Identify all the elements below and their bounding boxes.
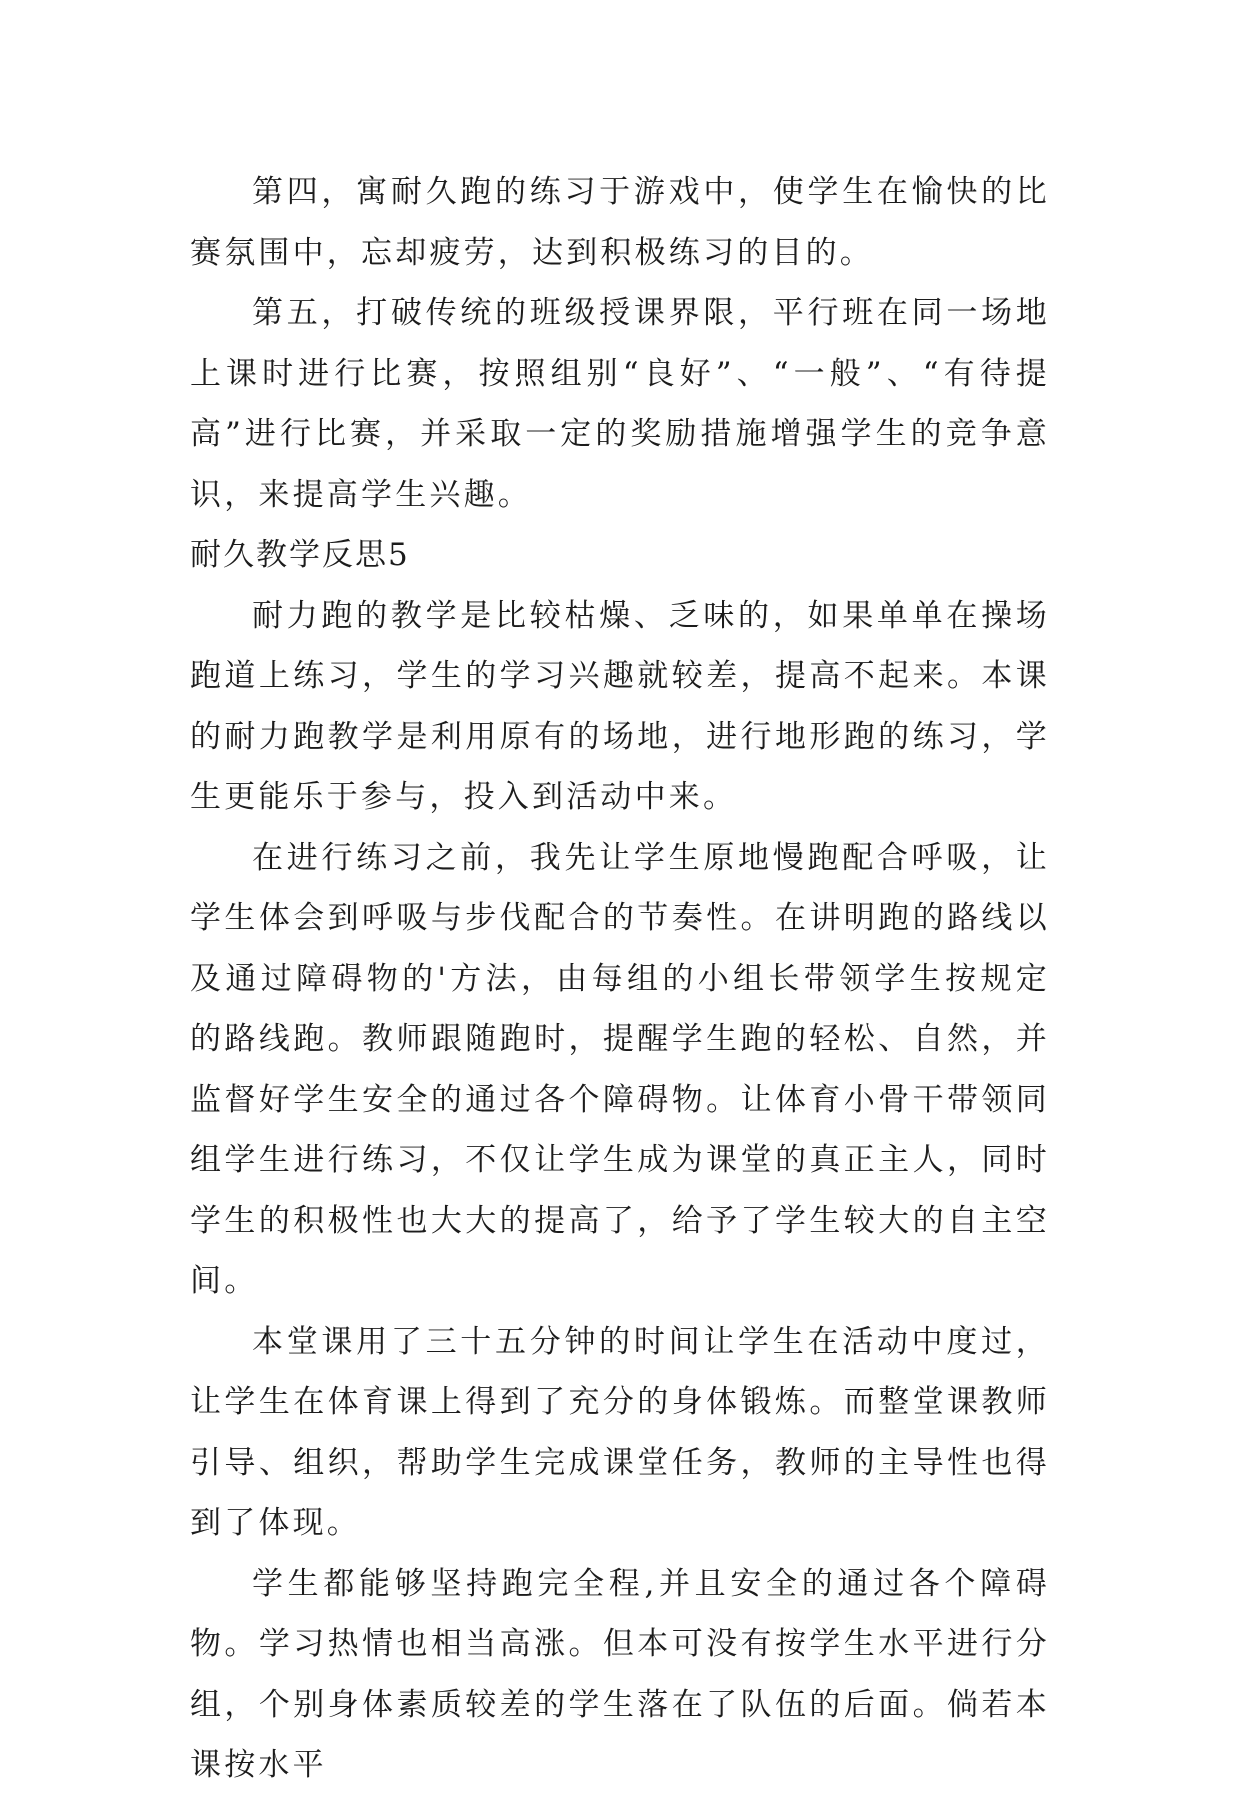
paragraph-fourth-point: 第四，寓耐久跑的练习于游戏中，使学生在愉快的比赛氛围中，忘却疲劳，达到积极练习的目的。 [190, 174, 1050, 271]
paragraph-endurance-intro: 耐力跑的教学是比较枯燥、乏味的，如果单单在操场跑道上练习，学生的学习兴趣就较差，提高不起来。本课的耐力跑教学是利用原有的场地，进行地形跑的练习，学生更能乐于参与，投入到活动中来。 [190, 597, 1050, 815]
paragraph-practice-method: 在进行练习之前，我先让学生原地慢跑配合呼吸，让学生体会到呼吸与步伐配合的节奏性。在讲明跑的路线以及通过障碍物的'方法，由每组的小组长带领学生按规定的路线跑。教师跟随跑时，提醒学生跑的轻松、自然，并监督好学生安全的通过各个障碍物。让体育小骨干带领同组学生进行练习，不仅让学生成为课堂的真正主人，同时学生的积极性也大大的提高了，给予了学生较大的自主空间。 [190, 839, 1050, 1299]
paragraph-fifth-point: 第五，打破传统的班级授课界限，平行班在同一场地上课时进行比赛，按照组别“良好”、“一般”、“有待提高”进行比赛，并采取一定的奖励措施增强学生的竞争意识，来提高学生兴趣。 [190, 295, 1050, 513]
paragraph-class-time: 本堂课用了三十五分钟的时间让学生在活动中度过，让学生在体育课上得到了充分的身体锻炼。而整堂课教师引导、组织，帮助学生完成课堂任务，教师的主导性也得到了体现。 [190, 1323, 1050, 1541]
paragraph-student-performance: 学生都能够坚持跑完全程,并且安全的通过各个障碍物。学习热情也相当高涨。但本可没有按学生水平进行分组，个别身体素质较差的学生落在了队伍的后面。倘若本课按水平 [190, 1565, 1050, 1783]
section-heading: 耐久教学反思5 [190, 537, 410, 573]
document-body [190, 162, 1050, 1796]
